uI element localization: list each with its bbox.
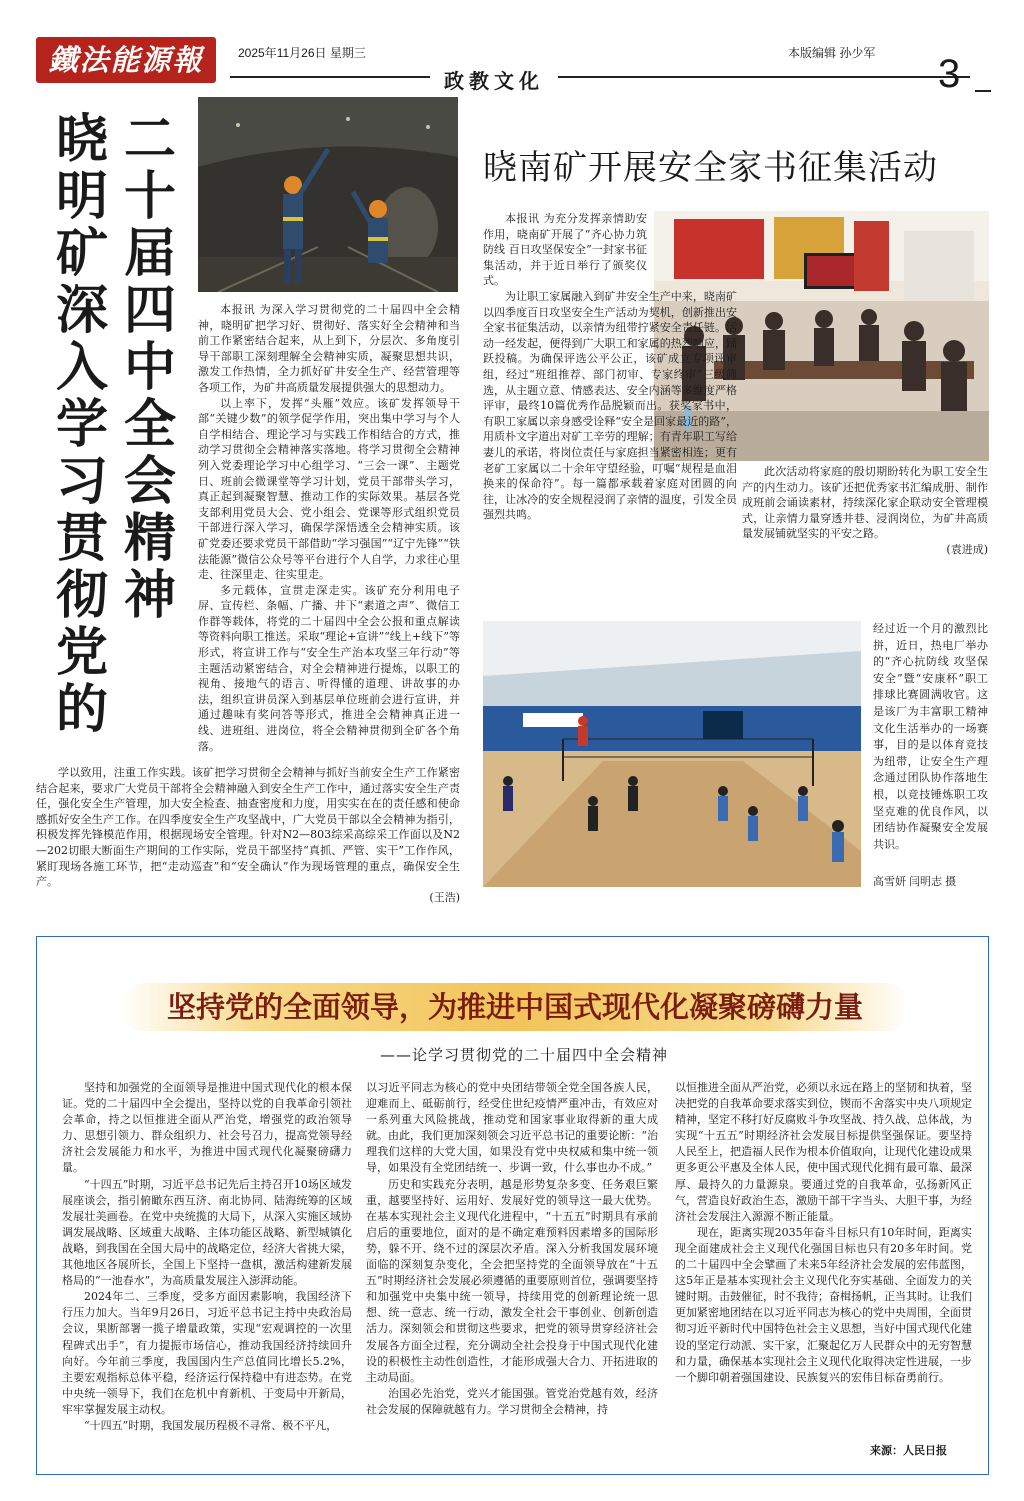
photo-caption: 经过近一个月的激烈比拼，近日，热电厂举办的“齐心抗防线 攻坚保安全”暨“安康杯”职工排球比赛圆满收官。这是该厂为丰富职工精神文化生活举办的一场赛事，目的是以体育竞技为纽带，让安全生产理念通过团队协作落地生根，以竞技锤炼职工攻坚克难的优良作风，以团结协作凝聚安全发展共识。: [873, 622, 988, 851]
mine-tunnel-photo: [198, 97, 458, 292]
editorial-paragraph: 现在，距离实现2035年奋斗目标只有10年时间，距离实现全面建成社会主义现代化强国目标也只有20多年时间。党的二十届四中全会擘画了未来5年经济社会发展的宏伟蓝图，这5年正是基本实现社会主义现代化夯实基础、全面发力的关键时期。击鼓催征，时不我待；奋楫扬帆，正当其时。让我们更加紧密地团结在以习近平同志为核心的党中央周围，全面贯彻习近平新时代中国特色社会主义思想，当好中国式现代化建设的坚定行动派、实干家，汇聚起亿万人民群众中的无穷智慧和力量，确保基本实现社会主义现代化取得决定性进展，一步一个脚印朝着强国建设、民族复兴的宏伟目标奋勇前行。: [675, 1225, 972, 1384]
editorial-paragraph: 历史和实践充分表明，越是形势复杂多变、任务艰巨繁重，越要坚持好、运用好、发展好党的领导这一最大优势。在基本实现社会主义现代化进程中，“十五五”时期具有承前启后的重要地位，面对的是不确定难预料因素增多的国际形势，躲不开、绕不过的深层次矛盾。深入分析我国发展环境面临的深刻复杂变化，全会把坚持党的全面领导放在“十五五”时期经济社会发展必须遵循的重要原则首位，强调要坚持和加强党中央集中统一领导，持续用党的创新理论统一思想、统一意志、统一行动，激发全社会干事创业、创新创造活力。深刻领会和贯彻这些要求，把党的领导贯穿经济社会发展各方面全过程，充分调动全社会投身于中国式现代化建设的积极性主动性创造性，才能形成强大合力、开拓进取的主动局面。: [366, 1177, 658, 1384]
article1-paragraph-4: 学以致用，注重工作实践。该矿把学习贯彻全会精神与抓好当前安全生产工作紧密结合起来，要求广大党员干部将全会精神融入到安全生产工作中，通过落实安全生产责任，强化安全生产管理，加大安全检查、抽查密度和力度，用实实在在的责任感和使命感抓好安全生产工作。在四季度安全生产攻坚战中，广大党员干部以全会精神为指引，积极发挥先锋模范作用，根据现场安全管理。针对N2—803综采高综采工作面以及N2—202切眼大断面生产期间的工作实际，党员干部坚持“真抓、严管、实干”工作作风，紧盯现场各施工环节，把“走动巡查”和“安全确认”作为现场管理的重点，确保安全生产。: [36, 766, 460, 889]
article2-author: (袁进成): [946, 542, 988, 556]
editorial-paragraph: 治国必先治党，党兴才能国强。管党治党越有效，经济社会发展的保障就越有力。学习贯彻全会精神，持: [366, 1386, 658, 1416]
editorial-column-3: [675, 1080, 972, 1386]
article2-paragraph-3: 此次活动将家庭的殷切期盼转化为职工安全生产的内生动力。该矿还把优秀家书汇编成册、制作成班前会诵读素材，持续深化家企联动安全管理模式，让亲情力量穿透井巷、浸润岗位，为矿井高质量发展铺就坚实的平安之路。: [742, 465, 988, 541]
article1-body-lower: [36, 765, 460, 905]
issue-date: 2025年11月26日 星期三: [238, 46, 366, 60]
editorial-paragraph: “十四五”时期，我国发展历程极不寻常、极不平凡，: [84, 1418, 338, 1432]
article1-title-col2: 二十届四中全会精神: [123, 110, 176, 626]
photo-credit: 高雪妍 闫明志 摄: [873, 876, 957, 888]
article1-body-upper: [198, 302, 460, 754]
article2-paragraph-1: 本报讯 为充分发挥亲情助安作用，晓南矿开展了“齐心协力筑防线 百日攻坚保安全”一封家书征集活动，并于近日举行了颁奖仪式。: [483, 212, 647, 288]
editorial-column-2: [366, 1080, 658, 1418]
editorial-paragraph: 以恒推进全面从严治党，必须以永远在路上的坚韧和执着，坚决把党的自我革命要求落实到位，锲而不舍落实中央八项规定精神，坚定不移打好反腐败斗争攻坚战、持久战、总体战，为实现“十五五”时期经济社会发展目标提供坚强保证。要坚持人民至上，把造福人民作为根本价值取向，让现代化建设成果更多更公平惠及全体人民，使中国式现代化拥有最可靠、最深厚、最持久的力量源泉。要通过党的自我革命，弘扬新风正气，营造良好政治生态，激励干部干字当头、大胆干事，为经济社会发展注入源源不断正能量。: [675, 1081, 972, 1223]
article1-title-col1: 晓明矿深入学习贯彻党的: [55, 110, 108, 740]
article1-author: (王浩): [429, 890, 460, 904]
editorial-source: 来源：人民日报: [870, 1445, 947, 1457]
masthead-rule-right: [975, 90, 991, 92]
article1-paragraph-2: 以上率下，发挥“头雁”效应。该矿发挥领导干部“关键少数”的领学促学作用，突出集中学习与个人自学相结合、理论学习与实践工作相结合的方式，推动学习贯彻全会精神落实落地。将学习贯彻全会精神列入党委理论学习中心组学习、“三会一课”、主题党日、班前会微课堂等学习计划，党员干部带头学习，真正起到凝聚智慧、推动工作的实际效果。基层各党支部利用党员大会、党小组会、党课等形式组织党员干部进行深入学习，确保学深悟透全会精神实质。该矿党委还要求党员干部借助“学习强国”“辽宁先锋”“铁法能源”微信公众号等平台进行个人自学，力求往心里走、往深里走、往实里走。: [198, 396, 460, 582]
article1-paragraph-3: 多元载体，宣贯走深走实。该矿充分利用电子屏、宣传栏、条幅、广播、井下“素道之声”、微信工作群等载体，将党的二十届四中全会公报和重点解读等资料向职工推送。采取“理论+宣讲”“线上+线下”等形式，将宣讲工作与“安全生产治本攻坚三年行动”等主题活动紧密结合，对全会精神进行提炼，以职工的视角、接地气的语言、听得懂的道理、讲故事的办法，组织宣讲员深入到基层单位班前会进行宣讲，并通过趣味有奖问答等形式，推进全会精神真正进一线、进班组、进岗位，将全会精神贯彻到全矿各个角落。: [198, 583, 460, 753]
page-number: 3: [938, 52, 961, 96]
article2-body-right: [742, 464, 988, 558]
volleyball-match-photo: [483, 621, 861, 887]
article2-title: 晓南矿开展安全家书征集活动: [483, 148, 938, 188]
editorial-title: 坚持党的全面领导，为推进中国式现代化凝聚磅礴力量: [120, 983, 910, 1031]
editorial-subtitle: ——论学习贯彻党的二十届四中全会精神: [380, 1046, 669, 1064]
article2-body-upper: [483, 211, 647, 289]
article2-body-main: [483, 289, 737, 614]
article1-paragraph-1: 本报讯 为深入学习贯彻党的二十届四中全会精神，晓明矿把学习好、贯彻好、落实好全会精神和当前工作紧密结合起来，从上到下，分层次、多角度引导干部职工深刻理解全会精神实质，凝聚思想共识，激发工作热情，全力抓好矿井安全生产、经营管理等各项工作，为矿井高质量发展提供强大的思想动力。: [198, 303, 460, 394]
editorial-paragraph: 2024年二、三季度，受多方面因素影响，我国经济下行压力加大。当年9月26日，习近平总书记主持中央政治局会议，果断部署一揽子增量政策，实现“宏观调控的一次里程碑式出手”，有力提振市场信心，推动我国经济持续回升向好。今年前三季度，我国国内生产总值同比增长5.2%，主要宏观指标总体平稳，经济运行保持稳中有进态势。在党中央统一领导下，我们在危机中育新机、于变局中开新局，牢牢掌握发展主动权。: [62, 1290, 352, 1416]
editorial-paragraph: 以习近平同志为核心的党中央团结带领全党全国各族人民，迎难而上、砥砺前行，经受住世纪疫情严重冲击，有效应对一系列重大风险挑战，推动党和国家事业取得新的重大成就。由此，我们更加深刻领会习近平总书记的重要论断：“治理我们这样的大党大国，如果没有党中央权威和集中统一领导，如果没有全党团结统一、步调一致，什么事也办不成。”: [366, 1081, 658, 1175]
page-editor: 本版编辑 孙少军: [788, 46, 876, 60]
newspaper-logo: 鐵法能源報: [36, 37, 216, 83]
masthead-rule: [230, 76, 970, 78]
editorial-column-1: [62, 1080, 352, 1434]
editorial-paragraph: “十四五”时期，习近平总书记先后主持召开10场区域发展座谈会，指引俯瞰东西互济、南北协同、陆海统筹的区域发展壮美画卷。在党中央统揽的大局下，从深入实施区域协调发展战略、区域重大战略、主体功能区战略、新型城镇化战略，到我国在全国大局中的战略定位，经济大省挑大梁，其他地区各展所长，全国上下坚持一盘棋，激活构建新发展格局的“一池春水”，为高质量发展注入澎湃动能。: [62, 1177, 352, 1288]
editorial-paragraph: 坚持和加强党的全面领导是推进中国式现代化的根本保证。党的二十届四中全会提出，坚持以党的自我革命引领社会革命，持之以恒推进全面从严治党，增强党的政治领导力、思想引领力、群众组织力、社会号召力，提高党领导经济社会发展能力和水平，为推进中国式现代化凝聚磅礴力量。: [62, 1081, 352, 1175]
article2-paragraph-2: 为让职工家属融入到矿井安全生产中来，晓南矿以四季度百日攻坚安全生产活动为契机，创新推出安全家书征集活动，以亲情为纽带拧紧安全责任链。活动一经发起，便得到广大职工和家属的热烈响应，踊跃投稿。为确保评选公平公正，该矿成立专项评审组，经过“班组推荐、部门初审、专家终审”三级筛选，从主题立意、情感表达、安全内涵等多维度严格评审，最终10篇优秀作品脱颖而出。获奖家书中，有职工家属以亲身感受诠释“安全是回家最近的路”，用质朴文字道出对矿工辛劳的理解；有青年职工写给妻儿的承诺，将岗位责任与家庭担当紧密相连；更有老矿工家属以二十余年守望经验，叮嘱“规程是血泪换来的保命符”。每一篇都承载着家庭对团圆的向往，让冰冷的安全规程浸润了亲情的温度，引发全员强烈共鸣。: [483, 290, 737, 522]
section-title: 政教文化: [430, 65, 558, 94]
